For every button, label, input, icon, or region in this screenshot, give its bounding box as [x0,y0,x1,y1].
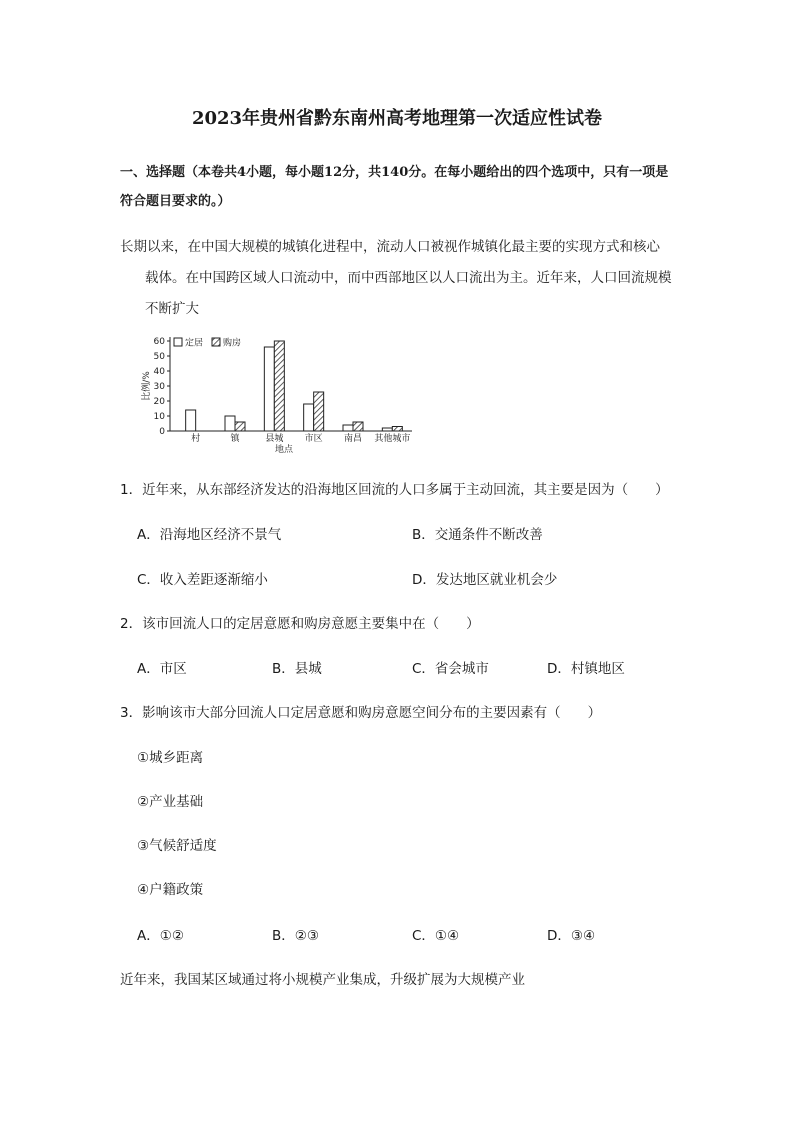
q2-option-c[interactable]: C．省会城市 [412,661,489,677]
x-tick-label: 镇 [230,434,240,444]
x-axis-label: 地点 [274,445,294,455]
bar-settle-4 [343,425,353,431]
q3-item-1: ①城乡距离 [137,750,204,766]
y-tick-label: 0 [159,427,165,437]
bar-settle-0 [186,410,196,431]
passage-line-1: 长期以来，在中国大规模的城镇化进程中，流动人口被视作城镇化最主要的实现方式和核心 [120,239,660,255]
legend-label-buy: 购房 [223,338,242,349]
q1-option-b[interactable]: B．交通条件不断改善 [412,527,543,543]
x-tick-label: 村 [191,434,201,444]
passage-rest: 载体。在中国跨区域人口流动中，而中西部地区以人口流出为主。近年来，人口回流规模不断扩大 [145,270,672,317]
y-tick-label: 20 [153,397,165,407]
q3-option-a[interactable]: A．①② [137,928,184,944]
bar-settle-3 [304,404,314,431]
q1-option-d[interactable]: D．发达地区就业机会少 [412,572,558,588]
bar-buy-1 [235,422,245,431]
section-heading: 一、选择题（本卷共4小题，每小题12分，共140分。在每小题给出的四个选项中，只有一项是符合题目要求的。） [120,165,669,209]
q3-option-c[interactable]: C．①④ [412,928,460,944]
y-tick-label: 60 [153,337,165,347]
legend-label-settle: 定居 [185,338,204,349]
q2-option-a[interactable]: A．市区 [137,661,187,677]
y-tick-label: 10 [153,412,165,422]
q2-option-d[interactable]: D．村镇地区 [547,661,625,677]
q3-item-2: ②产业基础 [137,794,204,810]
y-tick-label: 40 [153,367,165,377]
x-tick-label: 南昌 [343,434,363,444]
x-tick-label: 县城 [265,434,284,444]
q3-item-4: ④户籍政策 [137,882,204,898]
bar-buy-2 [274,341,284,431]
q3-option-d[interactable]: D．③④ [547,928,596,944]
q1-option-c[interactable]: C．收入差距逐渐缩小 [137,572,268,588]
x-tick-label: 市区 [304,434,323,444]
legend-swatch-settle [174,338,182,346]
q1-option-a[interactable]: A．沿海地区经济不景气 [137,527,282,543]
bar-settle-2 [264,347,274,431]
bar-chart [140,333,420,458]
question-1-stem: 1．近年来，从东部经济发达的沿海地区回流的人口多属于主动回流，其主要是因为（ ） [120,482,669,498]
q3-option-b[interactable]: B．②③ [272,928,319,944]
bar-buy-3 [314,392,324,431]
y-axis-label: 比例/% [142,371,152,401]
question-3-stem: 3．影响该市大部分回流人口定居意愿和购房意愿空间分布的主要因素有（ ） [120,705,602,721]
bar-settle-5 [382,428,392,431]
bar-settle-1 [225,416,235,431]
passage-2: 近年来，我国某区域通过将小规模产业集成，升级扩展为大规模产业 [120,972,525,988]
q3-item-3: ③气候舒适度 [137,838,217,854]
legend-swatch-buy [212,338,220,346]
bar-buy-5 [392,427,402,432]
y-tick-label: 50 [153,352,165,362]
q2-option-b[interactable]: B．县城 [272,661,322,677]
x-tick-label: 其他城市 [374,434,411,444]
page-title: 2023年贵州省黔东南州高考地理第一次适应性试卷 [191,108,603,129]
bar-buy-4 [353,422,363,431]
y-tick-label: 30 [153,382,165,392]
question-2-stem: 2．该市回流人口的定居意愿和购房意愿主要集中在（ ） [120,616,480,632]
passage-1 [120,232,680,325]
